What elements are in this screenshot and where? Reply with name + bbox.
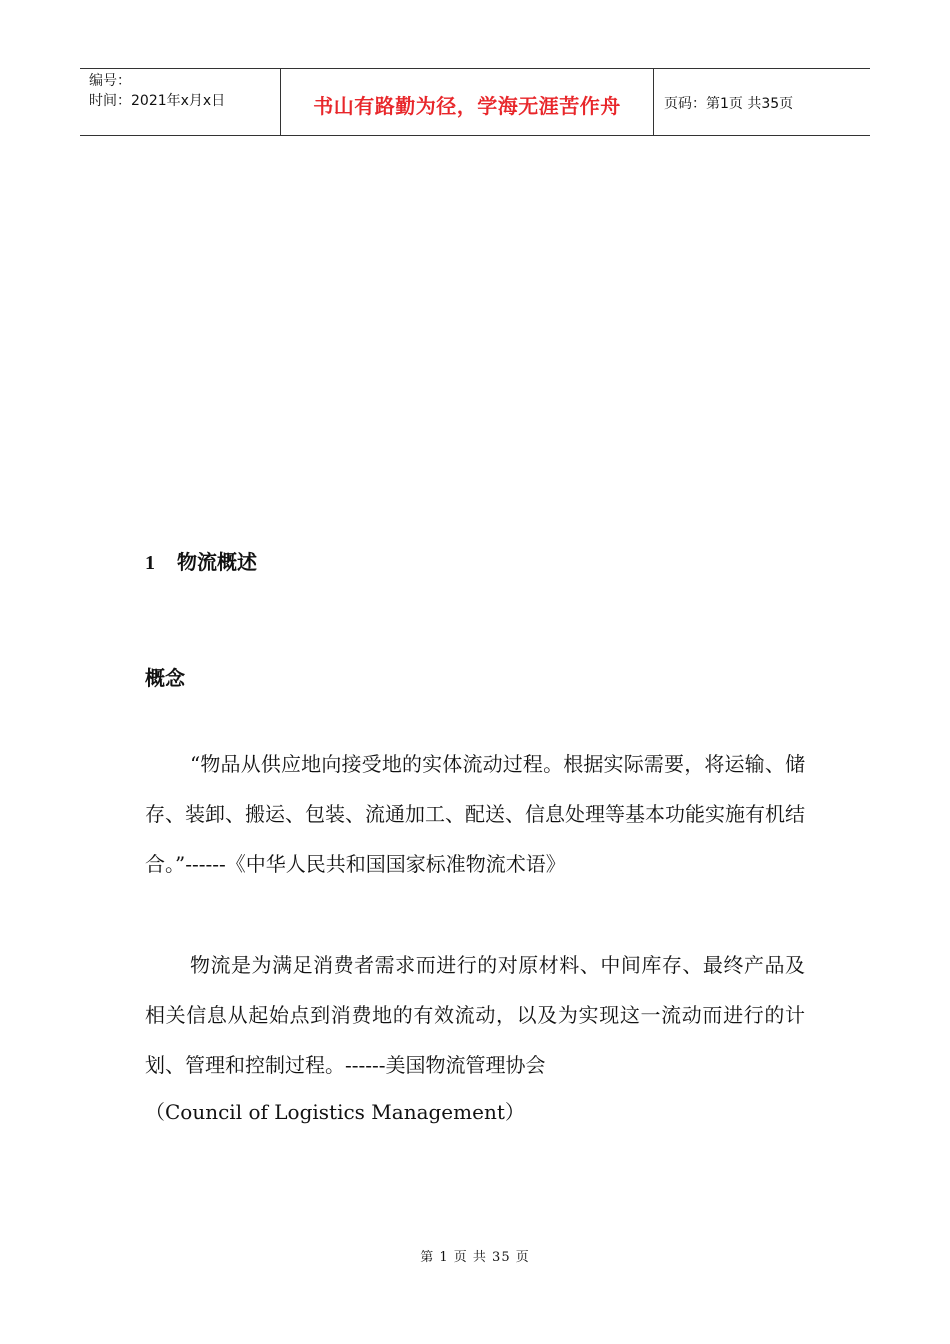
document-number-label: 编号： [89, 73, 131, 89]
section-number: 1 [145, 552, 155, 574]
subsection-heading: 概念 [145, 666, 185, 690]
header-meta [80, 69, 281, 135]
section-title: 物流概述 [177, 550, 257, 574]
paragraph-definition-national-standard: “物品从供应地向接受地的实体流动过程。根据实际需要，将运输、储存、装卸、搬运、包装、流通加工、配送、信息处理等基本功能实施有机结合。”------《中华人民共和国国家标准物流术语》 [145, 752, 805, 876]
header-page-info: 页码：第1页 共35页 [664, 96, 794, 112]
header-motto-cell [281, 69, 654, 135]
section-heading [145, 546, 257, 575]
page-footer: 第 1 页 共 35 页 [420, 1250, 530, 1265]
header-page-info-cell [654, 69, 870, 135]
paragraph-definition-clm: 物流是为满足消费者需求而进行的对原材料、中间库存、最终产品及相关信息从起始点到消费地的有效流动，以及为实现这一流动而进行的计划、管理和控制过程。------美国物流管理协会 [145, 953, 805, 1077]
header-motto: 书山有路勤为径，学海无涯苦作舟 [313, 93, 621, 118]
document-time-label: 时间：2021年x月x日 [89, 93, 226, 109]
paragraph-clm-name: （Council of Logistics Management） [145, 1100, 525, 1124]
page-header [80, 68, 870, 136]
